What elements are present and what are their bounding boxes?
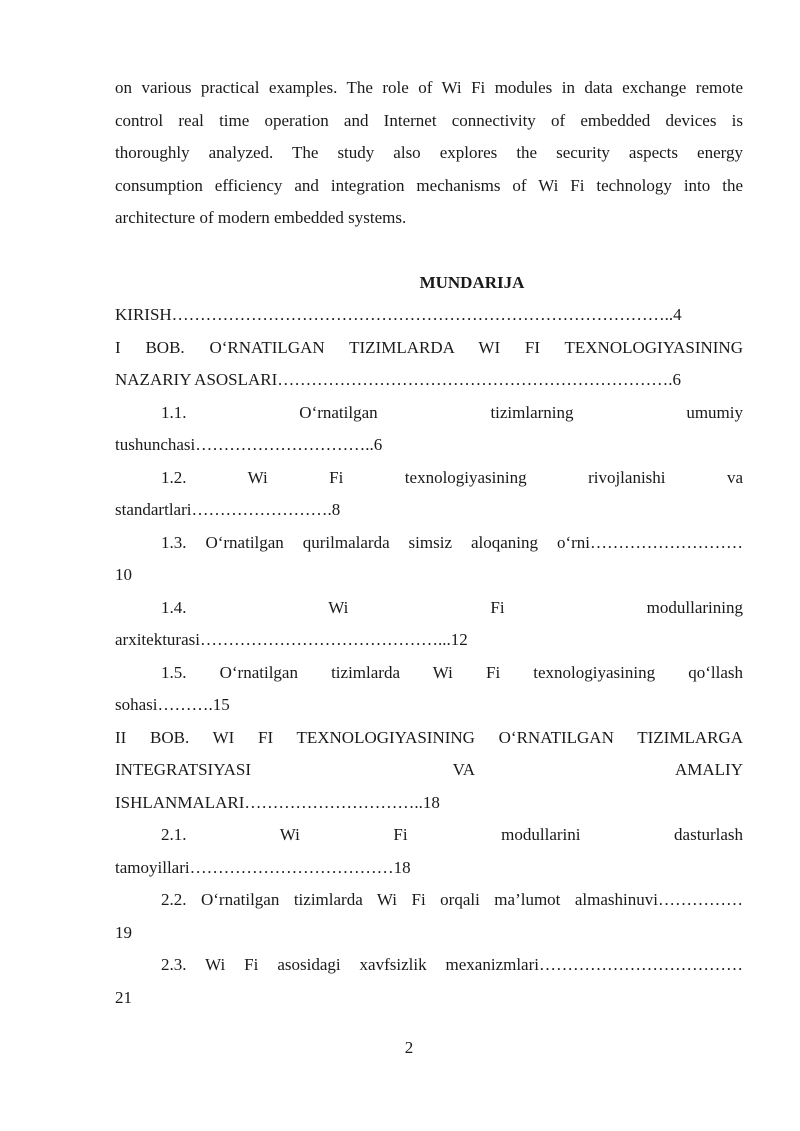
toc-line: I BOB. O‘RNATILGAN TIZIMLARDA WI FI TEXNOLOGIYASINING xyxy=(115,337,743,357)
toc-line: arxitekturasi……………………………………...12 xyxy=(115,630,468,649)
toc-line: 10 xyxy=(115,565,132,584)
toc-entry-kirish[interactable] xyxy=(115,299,743,332)
toc-entry-2-1[interactable] xyxy=(115,819,743,884)
toc-entry-1-5[interactable] xyxy=(115,657,743,722)
toc-entry-chapter-2[interactable] xyxy=(115,722,743,820)
toc-line: sohasi……….15 xyxy=(115,695,230,714)
intro-line: thoroughly analyzed. The study also explores the security aspects energy xyxy=(115,143,743,162)
intro-line: on various practical examples. The role of Wi Fi modules in data exchange remote xyxy=(115,78,743,97)
toc-line: 2.1. Wi Fi modullarini dasturlash xyxy=(161,825,743,844)
toc-entry-2-3[interactable] xyxy=(115,949,743,1014)
toc-line: 1.2. Wi Fi texnologiyasining rivojlanishi va xyxy=(161,467,743,487)
toc-line: 1.3. O‘rnatilgan qurilmalarda simsiz aloqaning o‘rni……………………… xyxy=(161,532,743,552)
page-content xyxy=(115,72,743,1014)
toc-entry-1-1[interactable] xyxy=(115,397,743,462)
table-of-contents xyxy=(115,299,743,1014)
toc-line: tushunchasi…………………………..6 xyxy=(115,435,383,454)
toc-entry-1-3[interactable] xyxy=(115,527,743,592)
toc-line: NAZARIY ASOSLARI…………………………………………………………….6 xyxy=(115,370,682,389)
toc-line: 1.1. O‘rnatilgan tizimlarning umumiy xyxy=(161,402,743,422)
toc-line: tamoyillari………………………………18 xyxy=(115,857,411,877)
toc-entry-2-2[interactable] xyxy=(115,884,743,949)
page-number: 2 xyxy=(404,1038,414,1057)
toc-line: ISHLANMALARI…………………………..18 xyxy=(115,792,440,812)
intro-line: consumption efficiency and integration mechanisms of Wi Fi technology into the xyxy=(115,175,743,195)
toc-entry-chapter-1[interactable] xyxy=(115,332,743,397)
toc-entry-1-2[interactable] xyxy=(115,462,743,527)
toc-line: standartlari…………………….8 xyxy=(115,500,341,519)
toc-line: 21 xyxy=(115,987,132,1007)
toc-line: 1.5. O‘rnatilgan tizimlarda Wi Fi texnologiyasining qo‘llash xyxy=(161,662,743,682)
intro-line: control real time operation and Internet connectivity of embedded devices is xyxy=(115,110,743,130)
toc-line: KIRISH……………………………………………………………………………..4 xyxy=(115,305,682,324)
toc-line: INTEGRATSIYASI VA AMALIY xyxy=(115,760,743,779)
toc-line: 2.2. O‘rnatilgan tizimlarda Wi Fi orqali ma’lumot almashinuvi…………… xyxy=(161,890,743,909)
toc-line: 1.4. Wi Fi modullarining xyxy=(161,597,743,617)
intro-paragraph xyxy=(115,72,743,235)
toc-line: 19 xyxy=(115,922,132,942)
toc-heading: MUNDARIJA xyxy=(419,272,525,292)
toc-line: 2.3. Wi Fi asosidagi xavfsizlik mexanizmlari……………………………… xyxy=(161,955,743,974)
toc-entry-1-4[interactable] xyxy=(115,592,743,657)
toc-line: II BOB. WI FI TEXNOLOGIYASINING O‘RNATILGAN TIZIMLARGA xyxy=(115,727,743,747)
intro-line: architecture of modern embedded systems. xyxy=(115,208,407,227)
